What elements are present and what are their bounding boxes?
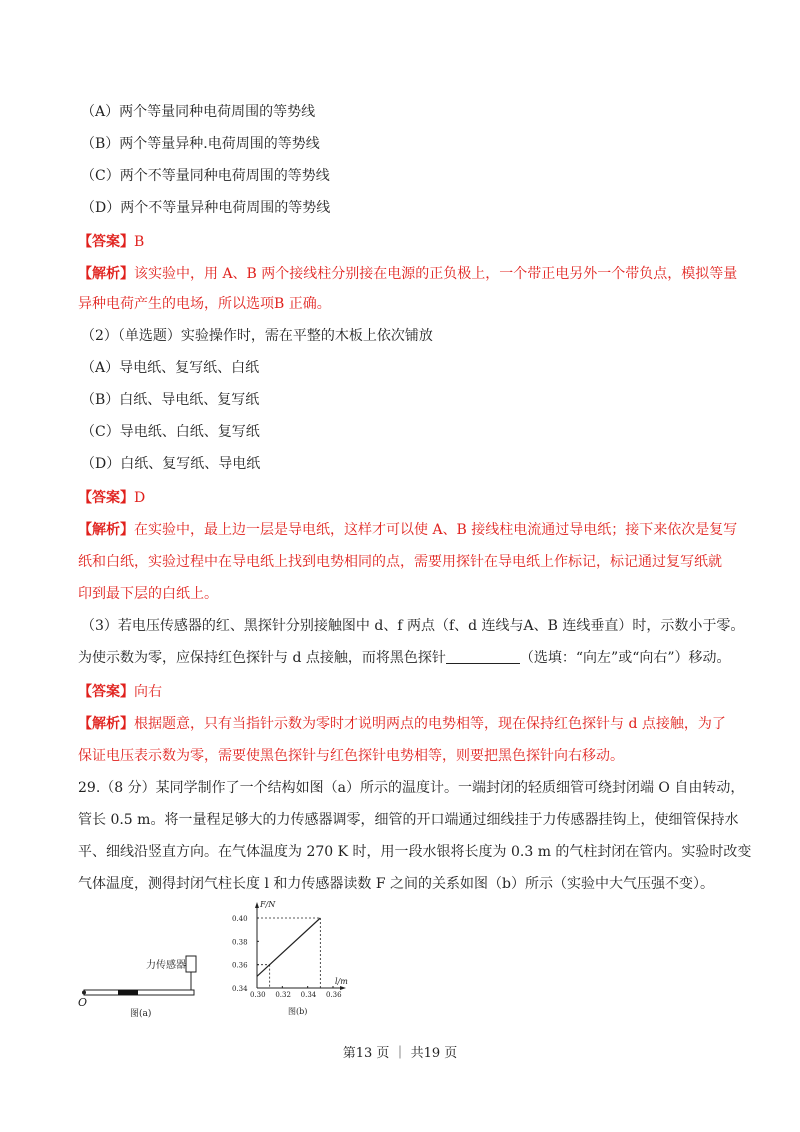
q2-analysis-line3: 印到最下层的白纸上。	[78, 586, 218, 602]
q1-analysis-line2: 异种电荷产生的电场，所以选项B 正确。	[78, 296, 331, 312]
answer-value: B	[134, 234, 145, 250]
figure-b-caption: 图(b)	[288, 1007, 308, 1016]
o-label: O	[78, 996, 88, 1009]
y-tick-label: 0.34	[232, 985, 248, 993]
force-sensor-box	[186, 956, 196, 972]
q1-analysis-line1	[78, 264, 737, 284]
q2-analysis-line2: 纸和白纸，实验过程中在导电纸上找到电势相同的点，需要用探针在导电纸上作标记，标记通过复写纸就	[78, 554, 722, 570]
q2-option-a: （A）导电纸、复写纸、白纸	[81, 360, 260, 376]
figure-a-caption: 图(a)	[130, 1009, 152, 1019]
y-axis-arrow	[255, 902, 259, 908]
q29-line1: 29.（8 分）某同学制作了一个结构如图（a）所示的温度计。一端封闭的轻质细管可绕封闭端 O 自由转动，	[78, 780, 745, 796]
q1-answer	[78, 232, 144, 252]
q1-option-c: （C）两个不等量同种电荷周围的等势线	[81, 168, 330, 184]
q3-line2	[78, 648, 731, 668]
series-line	[257, 918, 320, 976]
x-axis-arrow	[340, 986, 346, 990]
answer-blank	[446, 649, 520, 664]
x-tick-label: 0.32	[275, 991, 291, 999]
analysis-tag: 【解析】	[78, 522, 134, 538]
answer-value: 向右	[134, 684, 162, 700]
q2-option-c: （C）导电纸、白纸、复写纸	[81, 424, 260, 440]
pivot-point	[82, 991, 86, 995]
y-axis-label: F/N	[260, 900, 276, 909]
q2-analysis-line1	[78, 520, 737, 540]
q3-line2-a: 为使示数为零，应保持红色探针与 d 点接触，而将黑色探针	[78, 650, 446, 666]
y-tick-label: 0.36	[232, 961, 248, 970]
analysis-text: 在实验中，最上边一层是导电纸，这样才可以使 A、B 接线柱电流通过导电纸；接下来依次是复写	[134, 522, 738, 538]
q2-answer	[78, 488, 145, 508]
answer-tag: 【答案】	[78, 234, 134, 250]
mercury-column	[118, 990, 138, 995]
q3-answer	[78, 682, 162, 702]
y-tick-label: 0.38	[232, 938, 248, 947]
analysis-tag: 【解析】	[78, 266, 134, 282]
q29-line4: 气体温度，测得封闭气柱长度 l 和力传感器读数 F 之间的关系如图（b）所示（实验中大气压强不变）。	[78, 876, 714, 892]
analysis-text: 该实验中，用 A、B 两个接线柱分别接在电源的正负极上，一个带正电另外一个带负点，模拟等量	[134, 266, 738, 282]
glass-tube	[84, 990, 194, 995]
q2-option-d: （D）白纸、复写纸、导电纸	[81, 456, 261, 472]
x-axis-label: l/m	[335, 977, 348, 986]
analysis-tag: 【解析】	[78, 716, 134, 732]
q3-analysis-line2: 保证电压表示数为零，需要使黑色探针与红色探针电势相等，则要把黑色探针向右移动。	[78, 748, 624, 764]
q1-option-d: （D）两个不等量异种电荷周围的等势线	[81, 200, 331, 216]
page-footer: 第13 页 ｜ 共19 页	[342, 1046, 458, 1061]
q1-option-a: （A）两个等量同种电荷周围的等势线	[81, 104, 316, 120]
figure-b-chart	[230, 898, 360, 1026]
q3-analysis-line1	[78, 714, 726, 734]
q2-option-b: （B）白纸、导电纸、复写纸	[81, 392, 260, 408]
q29-line3: 平、细线沿竖直方向。在气体温度为 270 K 时，用一段水银将长度为 0.3 m 的气柱封闭在管内。实验时改变	[78, 844, 752, 860]
x-tick-label: 0.36	[326, 991, 342, 999]
y-tick-label: 0.40	[232, 915, 248, 923]
q3-line1: （3）若电压传感器的红、黑探针分别接触图中 d、f 两点（f、d 连线与A、B 连线垂直）时，示数小于零。	[81, 618, 745, 634]
q3-line2-b: （选填：“向左”或“向右”）移动。	[519, 650, 731, 666]
sensor-label: 力传感器	[146, 960, 186, 971]
answer-tag: 【答案】	[78, 490, 134, 506]
answer-value: D	[134, 490, 146, 506]
q1-option-b: （B）两个等量异种.电荷周围的等势线	[81, 136, 320, 152]
x-tick-label: 0.34	[300, 991, 317, 999]
analysis-text: 根据题意，只有当指针示数为零时才说明两点的电势相等，现在保持红色探针与 d 点接触，为了	[134, 716, 726, 732]
x-tick-label: 0.30	[250, 991, 266, 999]
figure-a	[74, 950, 214, 1025]
q2-stem: （2）（单选题）实验操作时，需在平整的木板上依次铺放	[81, 328, 433, 344]
q29-line2: 管长 0.5 m。将一量程足够大的力传感器调零，细管的开口端通过细线挂于力传感器挂钩上，使细管保持水	[78, 812, 739, 828]
answer-tag: 【答案】	[78, 684, 134, 700]
